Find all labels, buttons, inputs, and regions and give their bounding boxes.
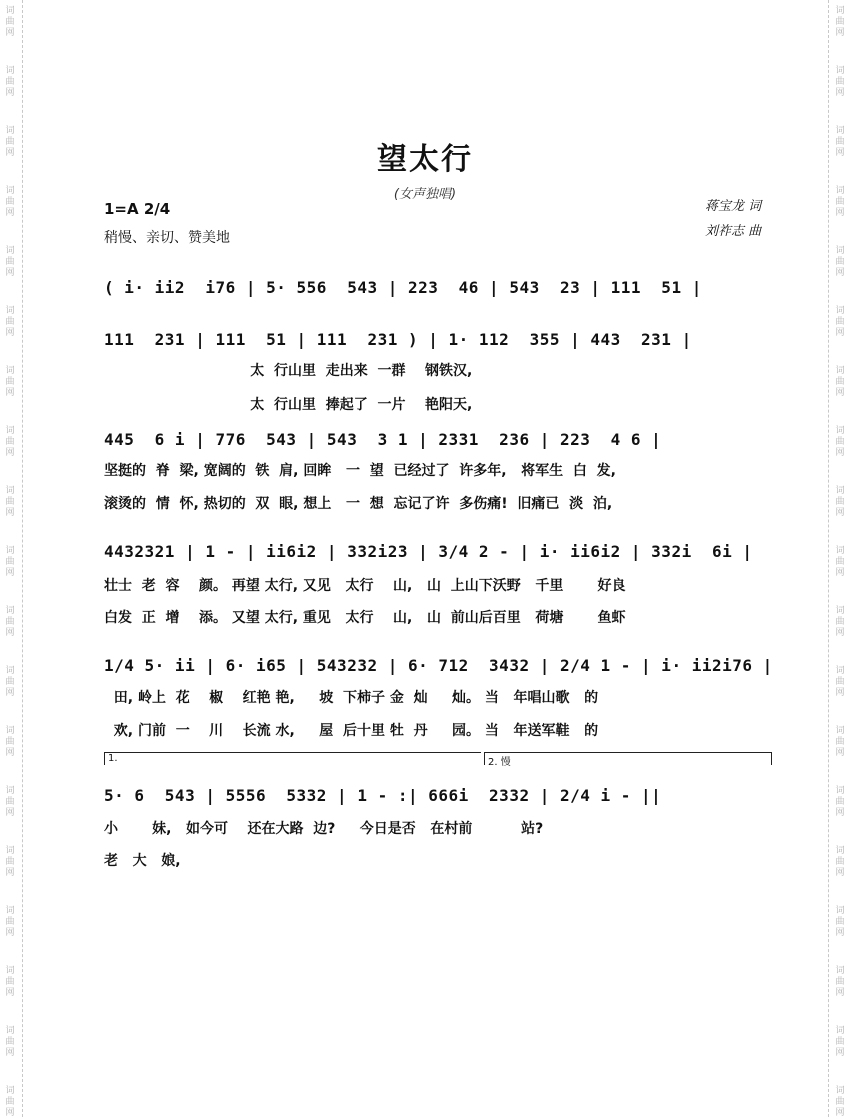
- notation-line-1: ( i· ii2 i76 | 5· 556 543 | 223 46 | 543 23 | 111 51 |: [104, 278, 702, 297]
- lyric-line-4-verse-2: 白发 正 增 添。 又望 太行, 重见 太行 山, 山 前山后百里 荷塘 鱼虾: [104, 610, 626, 626]
- notation-line-3: 445 6 i | 776 543 | 543 3 1 | 2331 236 | 223 4 6 |: [104, 430, 662, 449]
- song-title: 望太行: [377, 142, 473, 177]
- watermark-mark: 词 曲 网: [5, 426, 15, 458]
- lyric-line-3-verse-1: 坚挺的 脊 梁, 宽阔的 铁 肩, 回眸 一 望 已经过了 许多年, 将军生 白 发,: [104, 463, 616, 479]
- key-signature: 1=A 2/4: [104, 200, 171, 218]
- watermark-mark: 词 曲 网: [5, 1086, 15, 1118]
- watermark-mark: 词 曲 网: [5, 966, 15, 998]
- watermark-mark: 词 曲 网: [5, 906, 15, 938]
- watermark-mark: 词 曲 网: [835, 846, 845, 878]
- watermark-mark: 词 曲 网: [5, 606, 15, 638]
- watermark-mark: 词 曲 网: [835, 6, 845, 38]
- lyric-line-2-verse-2: 太 行山里 捧起了 一片 艳阳天,: [104, 397, 473, 413]
- lyric-line-6-verse-1: 小 妹, 如今可 还在大路 边? 今日是否 在村前 站?: [104, 821, 544, 837]
- watermark-mark: 词 曲 网: [5, 306, 15, 338]
- watermark-mark: 词 曲 网: [5, 666, 15, 698]
- lyric-line-2-verse-1: 太 行山里 走出来 一群 钢铁汉,: [104, 363, 473, 379]
- watermark-mark: 词 曲 网: [5, 786, 15, 818]
- volta-bracket-first: [104, 752, 481, 765]
- lyric-line-6-verse-2: 老 大 娘,: [104, 853, 181, 869]
- watermark-mark: 词 曲 网: [835, 906, 845, 938]
- watermark-mark: 词 曲 网: [835, 606, 845, 638]
- watermark-mark: 词 曲 网: [5, 366, 15, 398]
- lyric-line-4-verse-1: 壮士 老 容 颜。 再望 太行, 又见 太行 山, 山 上山下沃野 千里 好良: [104, 578, 626, 594]
- notation-line-4: 4432321 | 1 - | ii6i2 | 332i23 | 3/4 2 - | i· ii6i2 | 332i 6i |: [104, 542, 753, 561]
- notation-line-5: 1/4 5· ii | 6· i65 | 543232 | 6· 712 3432 | 2/4 1 - | i· ii2i76 |: [104, 656, 773, 675]
- watermark-mark: 词 曲 网: [835, 1026, 845, 1058]
- volta-1-label: 1.: [108, 753, 118, 764]
- watermark-mark: 词 曲 网: [835, 126, 845, 158]
- watermark-mark: 词 曲 网: [5, 246, 15, 278]
- notation-line-6: 5· 6 543 | 5556 5332 | 1 - :| 666i 2332 | 2/4 i - ||: [104, 786, 662, 805]
- watermark-mark: 词 曲 网: [835, 726, 845, 758]
- composer-credit: 刘祚志 曲: [705, 224, 762, 239]
- watermark-mark: 词 曲 网: [835, 366, 845, 398]
- watermark-mark: 词 曲 网: [5, 186, 15, 218]
- volta-bracket-second: [484, 752, 772, 768]
- volta-2-label: 2. 慢: [488, 757, 511, 768]
- watermark-mark: 词 曲 网: [5, 486, 15, 518]
- lyric-line-5-verse-2: 欢, 门前 一 川 长流 水, 屋 后十里 牡 丹 园。 当 年送军鞋 的: [104, 723, 599, 739]
- watermark-mark: 词 曲 网: [835, 546, 845, 578]
- watermark-mark: 词 曲 网: [5, 6, 15, 38]
- watermark-mark: 词 曲 网: [835, 1086, 845, 1118]
- watermark-mark: 词 曲 网: [835, 966, 845, 998]
- lyric-line-3-verse-2: 滚烫的 情 怀, 热切的 双 眼, 想上 一 想 忘记了许 多伤痛! 旧痛已 淡 泊,: [104, 496, 613, 512]
- song-subtitle: (女声独唱): [393, 187, 457, 202]
- watermark-mark: 词 曲 网: [5, 1026, 15, 1058]
- watermark-mark: 词 曲 网: [835, 426, 845, 458]
- notation-line-2: 111 231 | 111 51 | 111 231 ) | 1· 112 355 | 443 231 |: [104, 330, 692, 349]
- watermark-mark: 词 曲 网: [5, 846, 15, 878]
- watermark-mark: 词 曲 网: [835, 486, 845, 518]
- tempo-marking: 稍慢、亲切、赞美地: [104, 230, 230, 246]
- watermark-mark: 词 曲 网: [835, 666, 845, 698]
- watermark-mark: 词 曲 网: [835, 306, 845, 338]
- watermark-mark: 词 曲 网: [835, 246, 845, 278]
- lyric-line-5-verse-1: 田, 岭上 花 椒 红艳 艳, 坡 下柿子 金 灿 灿。 当 年唱山歌 的: [104, 690, 599, 706]
- watermark-mark: 词 曲 网: [835, 186, 845, 218]
- watermark-mark: 词 曲 网: [5, 126, 15, 158]
- watermark-mark: 词 曲 网: [5, 66, 15, 98]
- lyricist-credit: 蒋宝龙 词: [705, 199, 762, 214]
- watermark-mark: 词 曲 网: [835, 786, 845, 818]
- watermark-mark: 词 曲 网: [5, 546, 15, 578]
- watermark-mark: 词 曲 网: [835, 66, 845, 98]
- watermark-mark: 词 曲 网: [5, 726, 15, 758]
